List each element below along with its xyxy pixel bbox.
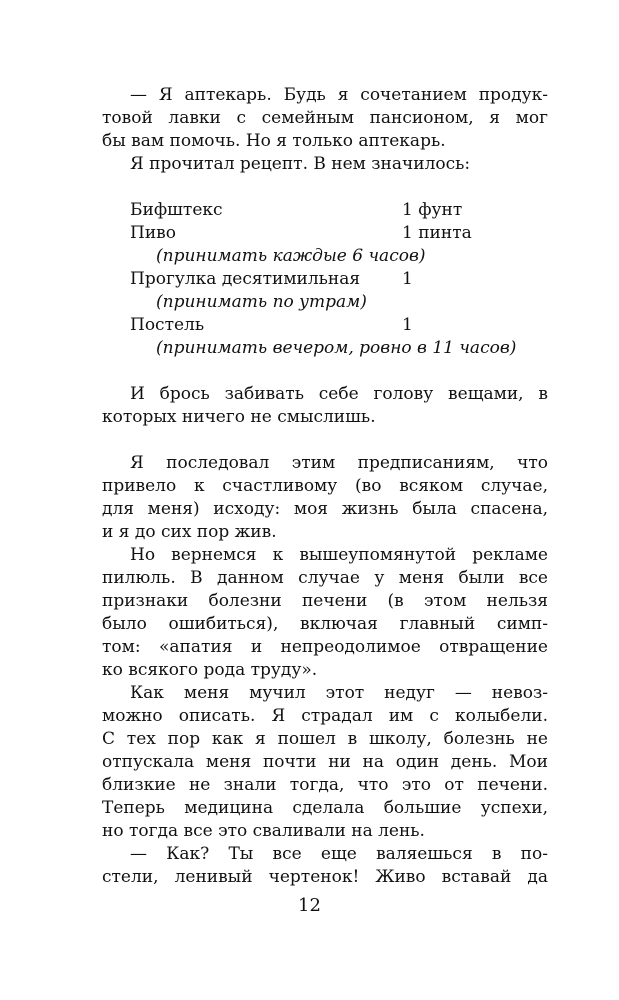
text-line: можно описать. Я страдал им с колыбели. — [102, 706, 548, 726]
page-number: 12 — [298, 895, 321, 916]
text-line: Я прочитал рецепт. В нем значилось: — [130, 154, 471, 174]
prescription-item-amount: 1 фунт — [402, 200, 463, 220]
prescription-item-name: Постель — [130, 315, 205, 335]
prescription-item-note: (принимать по утрам) — [156, 292, 367, 312]
text-line: было ошибиться), включая главный симп- — [102, 614, 548, 634]
text-line: — Я аптекарь. Будь я сочетанием продук- — [130, 85, 548, 105]
text-line: И брось забивать себе голову вещами, в — [130, 384, 548, 404]
text-line: Как меня мучил этот недуг — невоз- — [130, 683, 548, 703]
text-line: том: «апатия и непреодолимое отвращение — [102, 637, 548, 657]
prescription-item-amount: 1 пинта — [402, 223, 472, 243]
text-line: пилюль. В данном случае у меня были все — [102, 568, 548, 588]
prescription-item-note: (принимать каждые 6 часов) — [156, 246, 426, 266]
text-line: Но вернемся к вышеупомянутой рекламе — [130, 545, 548, 565]
text-line: — Как? Ты все еще валяешься в по- — [130, 844, 548, 864]
text-line: С тех пор как я пошел в школу, болезнь не — [102, 729, 548, 749]
text-line: но тогда все это сваливали на лень. — [102, 821, 425, 841]
prescription-item-amount: 1 — [402, 269, 413, 289]
text-line: которых ничего не смыслишь. — [102, 407, 376, 427]
text-line: для меня) исходу: моя жизнь была спасена, — [102, 499, 548, 519]
prescription-item-name: Прогулка десятимильная — [130, 269, 361, 289]
text-line: отпускала меня почти ни на один день. Мои — [102, 752, 548, 772]
text-line: Я последовал этим предписаниям, что — [130, 453, 548, 473]
prescription-item-name: Пиво — [130, 223, 176, 243]
prescription-item-amount: 1 — [402, 315, 413, 335]
text-line: близкие не знали тогда, что это от печени. — [102, 775, 548, 795]
text-line: Теперь медицина сделала большие успехи, — [102, 798, 548, 818]
prescription-item-note: (принимать вечером, ровно в 11 часов) — [156, 338, 517, 358]
text-line: товой лавки с семейным пансионом, я мог — [102, 108, 548, 128]
prescription-item-name: Бифштекс — [130, 200, 223, 220]
text-line: стели, ленивый чертенок! Живо вставай да — [102, 867, 548, 887]
text-line: бы вам помочь. Но я только аптекарь. — [102, 131, 446, 151]
text-line: привело к счастливому (во всяком случае, — [102, 476, 548, 496]
text-line: ко всякого рода труду». — [102, 660, 318, 680]
text-line: признаки болезни печени (в этом нельзя — [102, 591, 548, 611]
text-line: и я до сих пор жив. — [102, 522, 277, 542]
